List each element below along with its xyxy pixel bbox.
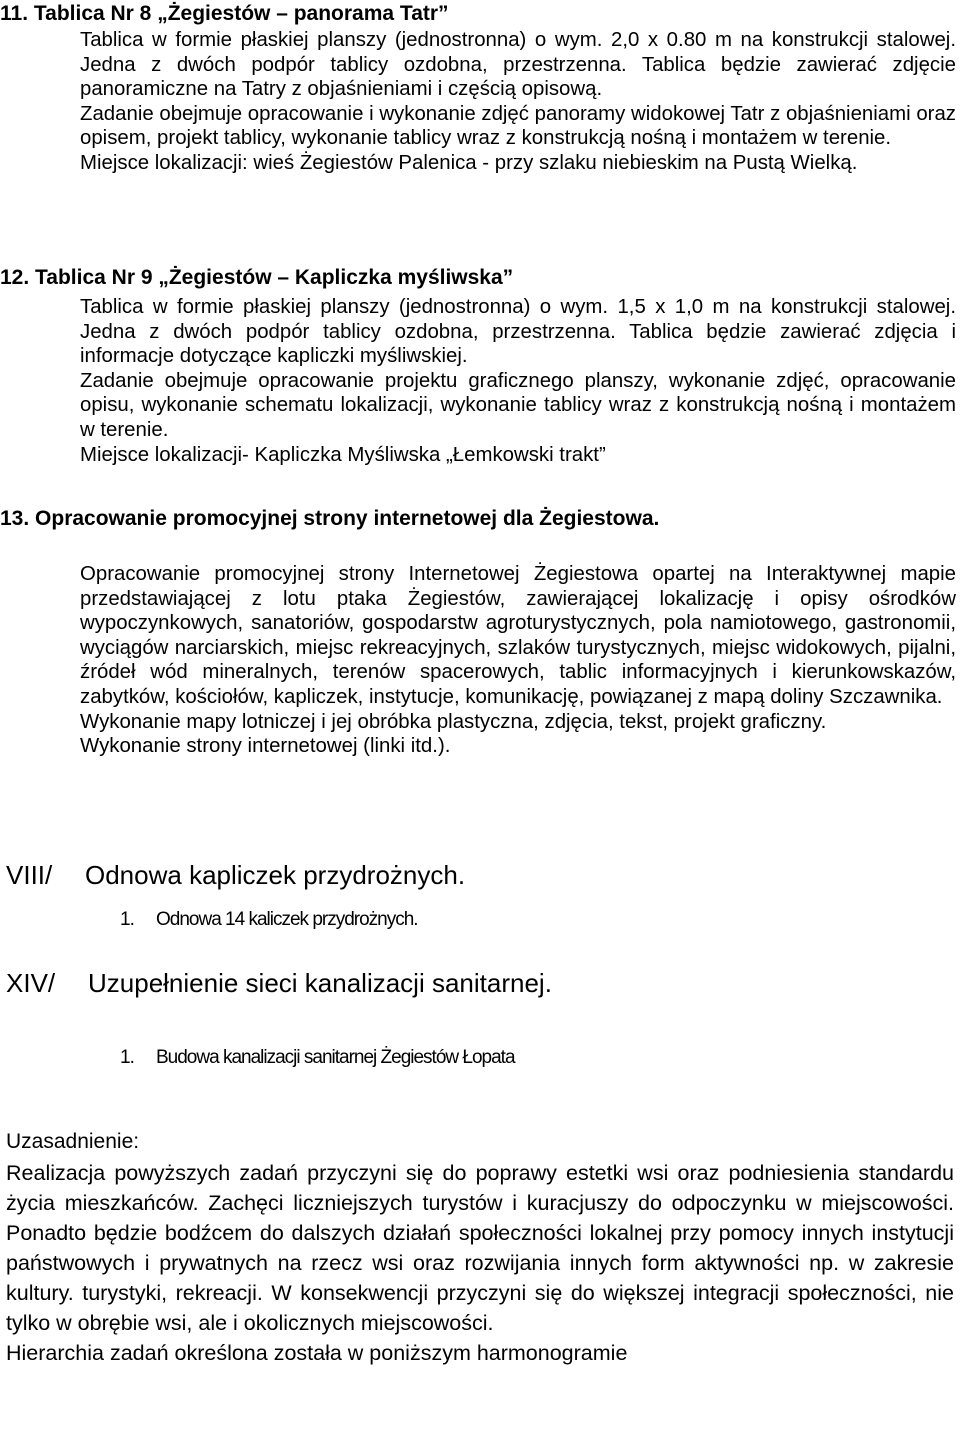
section-8-subitem <box>120 909 418 931</box>
justification-text: Realizacja powyższych zadań przyczyni się do poprawy estetki wsi oraz podniesienia standardu życia mieszkańców. Zachęci liczniejszych turystów i kuracjuszy do odpoczynku w miejscowości. Ponadto będzie bodźcem do dalszych działań społeczności lokalnej przy pomocy innych instytucji państwowych i prywatnych na rzecz wsi oraz rozwijania innych form aktywności np. w zakresie kultury. turystyki, rekreacji. W konsekwencji przyczyni się do większej integracji społeczności, nie tylko w obrębie wsi, ale i okolicznych miejscowości. <box>6 1161 954 1335</box>
section-14-subitem-text: Budowa kanalizacji sanitarnej Żegiestów Łopata <box>156 1047 515 1068</box>
justification-heading: Uzasadnienie: <box>6 1130 140 1153</box>
item-12-scope: Zadanie obejmuje opracowanie projektu graficznego planszy, wykonanie zdjęć, opracowanie opisu, wykonanie schematu lokalizacji, wykonanie tablicy wraz z konstrukcją nośną i montażem w terenie. <box>80 369 956 441</box>
item-13-website: Wykonanie strony internetowej (linki itd.). <box>80 735 451 758</box>
section-14-title: Uzupełnienie sieci kanalizacji sanitarnej. <box>88 968 552 998</box>
item-12-location: Miejsce lokalizacji- Kapliczka Myśliwska „Łemkowski trakt” <box>80 443 606 466</box>
section-8-subitem-number: 1. <box>120 909 134 930</box>
section-8-title: Odnowa kapliczek przydrożnych. <box>85 860 466 890</box>
section-8-numeral: VIII/ <box>6 860 53 890</box>
section-14-numeral: XIV/ <box>6 968 56 998</box>
item-12-description: Tablica w formie płaskiej planszy (jednostronna) o wym. 1,5 x 1,0 m na konstrukcji stalowej. Jedna z dwóch podpór tablicy ozdobna, przestrzenna. Tablica będzie zawierać zdjęcia i informacje dotyczące kapliczki myśliwskiej. <box>80 296 956 368</box>
item-11-description: Tablica w formie płaskiej planszy (jednostronna) o wym. 2,0 x 0.80 m na konstrukcji stalowej. Jedna z dwóch podpór tablicy ozdobna, przestrzenna. Tablica będzie zawierać zdjęcie panoramiczne na Tatry z objaśnieniami i częścią opisową. <box>80 29 956 101</box>
item-13-description: Opracowanie promocyjnej strony Internetowej Żegiestowa opartej na Interaktywnej mapie przedstawiającej z lotu ptaka Żegiestów, zawierającej lokalizację i opisy ośrodków wypoczynkowych, sanatoriów, gospodarstw agroturystycznych, pola namiotowego, gastronomii, wyciągów narciarskich, miejsc rekreacyjnych, szlaków turystycznych, miejsc widokowych, pijalni, źródeł wód mineralnych, terenów spacerowych, tablic informacyjnych i kierunkowskazów, zabytków, kościołów, kapliczek, instytucje, komunikację, powiązanej z mapą doliny Szczawnika. <box>80 563 956 708</box>
section-14-subitem <box>120 1047 515 1069</box>
item-11-scope: Zadanie obejmuje opracowanie i wykonanie zdjęć panoramy widokowej Tatr z objaśnieniami oraz opisem, projekt tablicy, wykonanie tablicy wraz z konstrukcją nośną i montażem w terenie. <box>80 102 956 150</box>
item-11-heading: 11. Tablica Nr 8 „Żegiestów – panorama Tatr” <box>0 2 449 25</box>
item-11-body <box>80 28 956 176</box>
item-11-location: Miejsce lokalizacji: wieś Żegiestów Palenica - przy szlaku niebieskim na Pustą Wielką. <box>80 151 858 174</box>
section-14-subitem-number: 1. <box>120 1047 134 1068</box>
justification-body <box>6 1158 954 1368</box>
section-8-subitem-text: Odnowa 14 kaliczek przydrożnych. <box>156 909 418 930</box>
justification-closing: Hierarchia zadań określona została w poniższym harmonogramie <box>6 1341 628 1365</box>
item-12-heading: 12. Tablica Nr 9 „Żegiestów – Kapliczka myśliwska” <box>0 266 514 289</box>
item-13-map: Wykonanie mapy lotniczej i jej obróbka plastyczna, zdjęcia, tekst, projekt graficzny. <box>80 710 827 733</box>
item-13-body <box>80 562 956 759</box>
item-12-body <box>80 295 956 467</box>
item-13-heading: 13. Opracowanie promocyjnej strony internetowej dla Żegiestowa. <box>0 507 660 530</box>
